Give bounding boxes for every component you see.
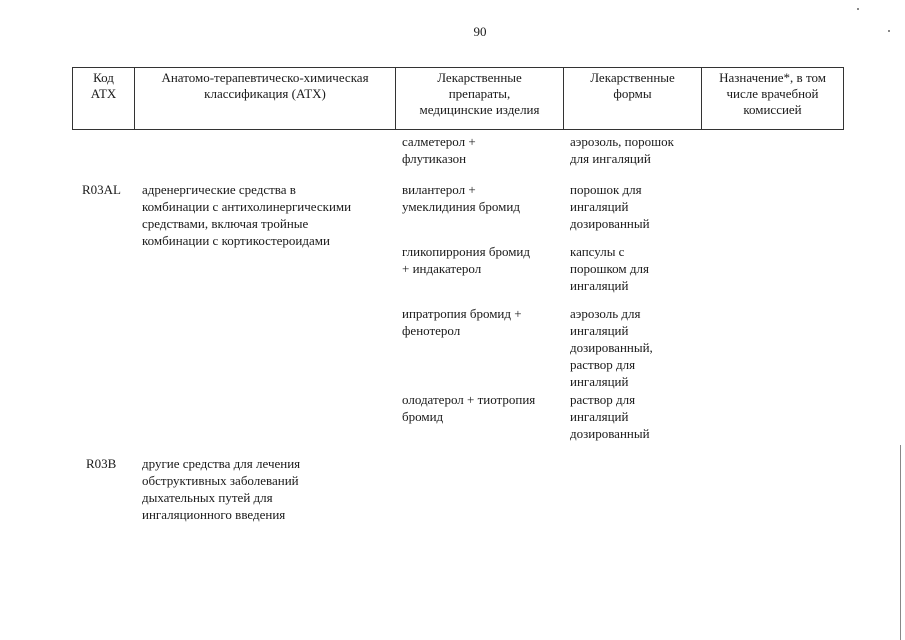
form-line: раствор для [570, 392, 636, 407]
table-header [72, 67, 844, 130]
atc-line: дыхательных путей для [142, 490, 273, 505]
scan-artifact-dot [857, 8, 859, 10]
form-line: аэрозоль для [570, 306, 641, 321]
atc-line: ингаляционного введения [142, 507, 286, 522]
form-line: ингаляций [570, 278, 629, 293]
group-code-r03b: R03B [86, 456, 117, 471]
header-atc-line: классификация (АТХ) [204, 86, 326, 101]
form-line: порошком для [570, 261, 649, 276]
entry-form [570, 305, 653, 390]
group-atc-r03b [142, 455, 300, 523]
scan-artifact-dot [888, 30, 890, 32]
atc-line: адренергические средства в [142, 182, 296, 197]
form-line: дозированный [570, 216, 650, 231]
header-drugs-line: медицинские изделия [419, 102, 540, 117]
drug-line: вилантерол + [402, 182, 476, 197]
header-purpose-line: числе врачебной [726, 86, 819, 101]
header-forms-line: Лекарственные [590, 70, 675, 85]
entry-drug [402, 243, 530, 277]
header-code-line: АТХ [90, 86, 117, 101]
drug-line: олодатерол + тиотропия [402, 392, 536, 407]
form-line: раствор для [570, 357, 636, 372]
form-line: ингаляций [570, 199, 629, 214]
drug-line: умеклидиния бромид [402, 199, 520, 214]
header-row [73, 68, 844, 130]
continuation-drug [402, 133, 476, 167]
entry-form [570, 181, 650, 232]
page-number: 90 [473, 24, 487, 39]
form-line: для ингаляций [570, 151, 651, 166]
drug-line: бромид [402, 409, 444, 424]
form-line: ингаляций [570, 409, 629, 424]
group-code-r03al: R03AL [82, 182, 121, 197]
form-line: дозированный, [570, 340, 653, 355]
header-code [73, 68, 135, 130]
form-line: ингаляций [570, 323, 629, 338]
atc-line: обструктивных заболеваний [142, 473, 299, 488]
header-code-line: Код [93, 70, 114, 85]
atc-line: средствами, включая тройные [142, 216, 309, 231]
header-drugs [396, 68, 564, 130]
entry-form [570, 243, 649, 294]
group-atc-r03al [142, 181, 351, 249]
scan-artifact-line [900, 445, 901, 640]
entry-form [570, 391, 650, 442]
header-purpose-line: комиссией [743, 102, 802, 117]
header-forms-line: формы [613, 86, 652, 101]
header-purpose-line: Назначение*, в том [719, 70, 826, 85]
entry-drug [402, 181, 520, 215]
form-line: ингаляций [570, 374, 629, 389]
form-line: аэрозоль, порошок [570, 134, 674, 149]
form-line: дозированный [570, 426, 650, 441]
form-line: порошок для [570, 182, 642, 197]
drug-line: + индакатерол [402, 261, 482, 276]
header-atc-line: Анатомо-терапевтическо-химическая [161, 70, 369, 85]
drug-line: флутиказон [402, 151, 467, 166]
entry-drug [402, 391, 535, 425]
header-drugs-line: Лекарственные [437, 70, 522, 85]
atc-line: комбинации с кортикостероидами [142, 233, 330, 248]
drug-line: салметерол + [402, 134, 476, 149]
drug-line: фенотерол [402, 323, 461, 338]
atc-line: комбинации с антихолинергическими [142, 199, 352, 214]
header-forms [564, 68, 702, 130]
continuation-form [570, 133, 674, 167]
drug-line: ипратропия бромид + [402, 306, 522, 321]
entry-drug [402, 305, 522, 339]
header-drugs-line: препараты, [448, 86, 511, 101]
atc-line: другие средства для лечения [142, 456, 301, 471]
header-purpose [702, 68, 844, 130]
header-atc [135, 68, 396, 130]
form-line: капсулы с [570, 244, 625, 259]
drug-line: гликопиррония бромид [402, 244, 530, 259]
